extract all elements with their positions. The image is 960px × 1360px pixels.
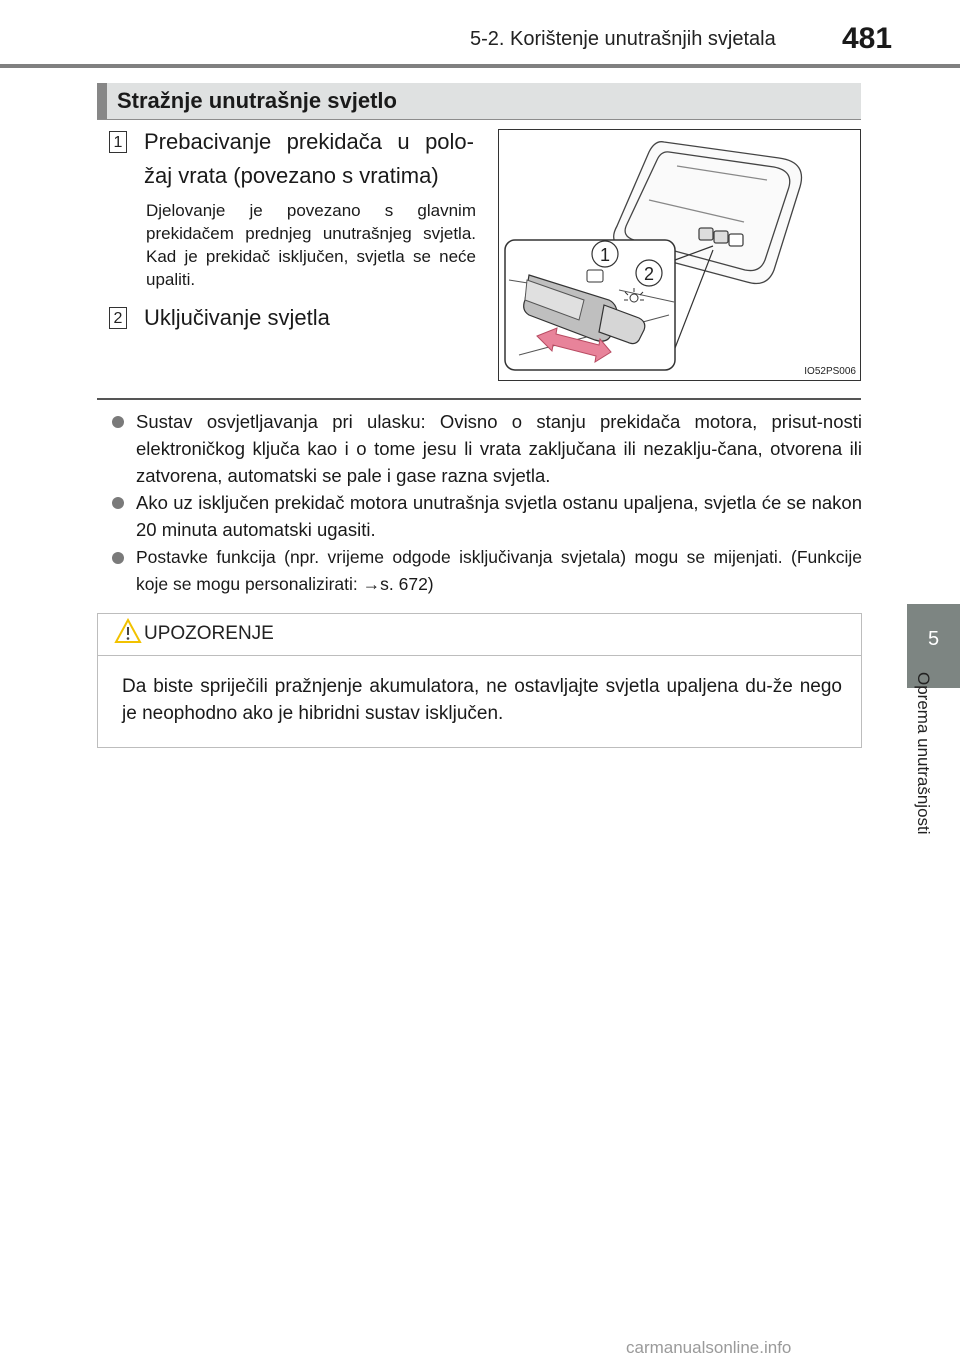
- bullet-text: Sustav osvjetljavanja pri ulasku: Ovisno o stanju prekidača motora, prisut-nosti elektroničkog ključa kao i o tome jesu li vrata zaključana ili nezaklju-čana, otvorena ili zatvorena, automatski se pale i gase razna svjetla.: [136, 411, 862, 486]
- item-2-title: Uključivanje svjetla: [144, 305, 330, 330]
- chapter-tab-label: Oprema unutrašnjosti: [914, 672, 933, 835]
- bullet-dot-icon: [112, 416, 124, 428]
- rear-interior-light-illustration: [498, 129, 861, 381]
- chapter-tab-number: 5: [927, 628, 940, 650]
- section-heading-accent: [97, 83, 107, 119]
- bullet-dot-icon: [112, 552, 124, 564]
- item-1-description: Djelovanje je povezano s glavnim prekidačem prednjeg unutrašnjeg svjetla. Kad je prekidač isključen, svjetla se neće upaliti.: [146, 201, 476, 289]
- section-heading: Stražnje unutrašnje svjetlo: [117, 88, 397, 113]
- item-number-box-2: 2: [109, 307, 127, 329]
- light-switch-drawing: [499, 130, 860, 380]
- item-number-box-1: 1: [109, 131, 127, 153]
- bullet-item: [112, 408, 862, 489]
- warning-title: UPOZORENJE: [144, 623, 274, 644]
- illustration-code: IO52PS006: [804, 366, 856, 377]
- bullet-item: [112, 544, 862, 598]
- bullet-text: Ako uz isključen prekidač motora unutrašnja svjetla ostanu upaljena, svjetla će se nakon 20 minuta automatski ugasiti.: [136, 492, 862, 540]
- chapter-section-title: 5-2. Korištenje unutrašnjih svjetala: [470, 28, 776, 50]
- item-1-title: Prebacivanje prekidača u polo-žaj vrata (povezano s vratima): [144, 129, 474, 188]
- warning-triangle-icon: [114, 618, 142, 644]
- bullet-item: [112, 489, 862, 543]
- header-divider: [0, 64, 960, 68]
- illustration-callout-1: 1: [599, 245, 611, 265]
- page-number: 481: [842, 22, 893, 55]
- watermark: carmanualsonline.info: [626, 1338, 792, 1357]
- warning-body: Da biste spriječili pražnjenje akumulatora, ne ostavljajte svjetla upaljena du-že nego je neophodno ako je hibridni sustav isključen.: [122, 676, 842, 724]
- bullet-text: Postavke funkcija (npr. vrijeme odgode isključivanja svjetala) mogu se mijenjati. (Funkcije koje se mogu personalizirati: →s. 672): [136, 547, 862, 594]
- warning-header-divider: [98, 655, 861, 656]
- illustration-callout-2: 2: [643, 264, 655, 284]
- bullet-dot-icon: [112, 497, 124, 509]
- section-divider: [97, 398, 861, 400]
